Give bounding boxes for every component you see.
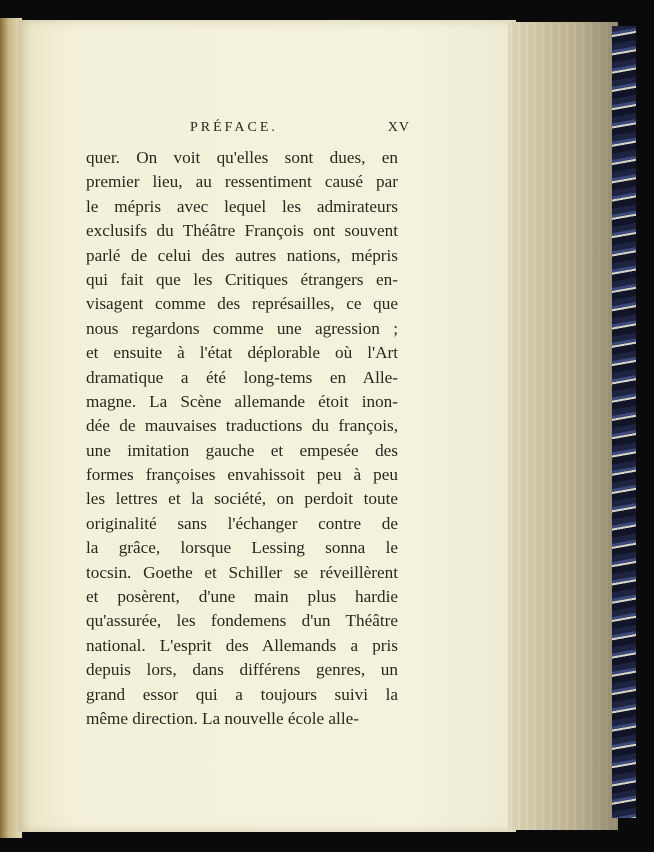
text-line: la grâce, lorsque Lessing sonna le bbox=[86, 538, 398, 558]
text-line: depuis lors, dans différens genres, un bbox=[86, 660, 398, 680]
body-text bbox=[86, 146, 398, 731]
text-line: les lettres et la société, on perdoit toute bbox=[86, 489, 398, 509]
text-line: quer. On voit qu'elles sont dues, en bbox=[86, 148, 398, 167]
running-title: PRÉFACE. bbox=[190, 120, 278, 135]
text-line: grand essor qui a toujours suivi la bbox=[86, 684, 398, 704]
text-line: parlé de celui des autres nations, mépris bbox=[86, 245, 398, 265]
text-line: qu'assurée, les fondemens d'un Théâtre bbox=[86, 611, 398, 631]
running-head bbox=[190, 120, 410, 140]
text-line: formes françoises envahissoit peu à peu bbox=[86, 465, 398, 485]
text-line: premier lieu, au ressentiment causé par bbox=[86, 172, 398, 192]
text-line: originalité sans l'échanger contre de bbox=[86, 513, 398, 533]
text-line: national. L'esprit des Allemands a pris bbox=[86, 635, 398, 655]
text-line: qui fait que les Critiques étrangers en- bbox=[86, 269, 398, 289]
page-fore-edge bbox=[508, 22, 618, 830]
text-line: le mépris avec lequel les admirateurs bbox=[86, 196, 398, 216]
marbled-cover bbox=[612, 26, 636, 818]
text-line: même direction. La nouvelle école alle- bbox=[86, 708, 359, 728]
text-line: dée de mauvaises traductions du françois, bbox=[86, 416, 398, 436]
text-line: magne. La Scène allemande étoit inon- bbox=[86, 391, 398, 411]
text-line: et posèrent, d'une main plus hardie bbox=[86, 587, 398, 607]
text-line: nous regardons comme une agression ; bbox=[86, 318, 398, 338]
text-line: tocsin. Goethe et Schiller se réveillèrent bbox=[86, 562, 398, 582]
text-line: visagent comme des représailles, ce que bbox=[86, 294, 398, 314]
text-line: et ensuite à l'état déplorable où l'Art bbox=[86, 343, 398, 363]
page-number: XV bbox=[387, 120, 410, 135]
text-line: une imitation gauche et empesée des bbox=[86, 440, 398, 460]
text-line: exclusifs du Théâtre François ont souvent bbox=[86, 221, 398, 241]
text-line: dramatique a été long-tems en Alle- bbox=[86, 367, 398, 387]
